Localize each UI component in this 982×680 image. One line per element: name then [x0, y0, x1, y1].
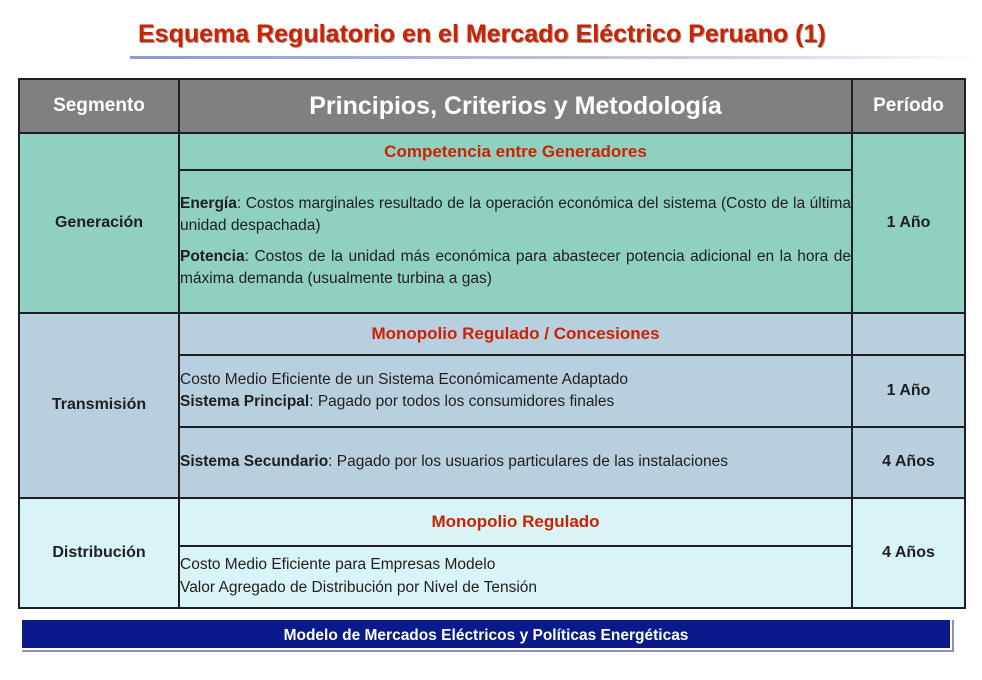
principal-text: : Pagado por todos los consumidores finales — [309, 393, 615, 411]
secundario-paragraph — [180, 451, 851, 473]
title-underline — [130, 56, 982, 59]
period-transmision-secundario: 4 Años — [852, 427, 965, 497]
description-generacion — [179, 170, 852, 313]
header-principios: Principios, Criterios y Metodología — [179, 79, 852, 133]
distribucion-line1: Costo Medio Eficiente para Empresas Modelo — [180, 556, 496, 574]
potencia-text: : Costos de la unidad más económica para abastecer potencia adicional en la hora de máxima demanda (usualmente turbina a gas) — [180, 247, 851, 288]
period-distribucion: 4 Años — [852, 498, 965, 608]
period-generacion: 1 Año — [852, 133, 965, 313]
principal-label: Sistema Principal — [180, 393, 310, 411]
energia-text: : Costos marginales resultado de la operación económica del sistema (Costo de la última unidad despachada) — [180, 194, 851, 235]
footer-banner: Modelo de Mercados Eléctricos y Políticas Energéticas — [20, 618, 952, 650]
period-transmision-principal: 1 Año — [852, 355, 965, 427]
table-row — [19, 498, 965, 546]
principal-paragraph — [180, 391, 851, 413]
table-row — [19, 313, 965, 355]
potencia-label: Potencia — [180, 247, 245, 265]
period-transmision-empty — [852, 313, 965, 355]
table-row — [19, 133, 965, 170]
energia-paragraph — [180, 193, 851, 238]
energia-label: Energía — [180, 194, 237, 212]
distribucion-line2: Valor Agregado de Distribución por Nivel de Tensión — [180, 578, 537, 596]
header-periodo: Período — [852, 79, 965, 133]
segment-distribucion: Distribución — [19, 498, 179, 608]
subtitle-generacion: Competencia entre Generadores — [179, 133, 852, 170]
segment-transmision: Transmisión — [19, 313, 179, 498]
transmision-line1: Costo Medio Eficiente de un Sistema Económicamente Adaptado — [180, 370, 629, 388]
subtitle-distribucion: Monopolio Regulado — [179, 498, 852, 546]
header-row — [19, 79, 965, 133]
regulatory-table — [18, 78, 966, 609]
description-transmision-principal — [179, 355, 852, 427]
description-distribucion — [179, 546, 852, 608]
subtitle-transmision: Monopolio Regulado / Concesiones — [179, 313, 852, 355]
description-transmision-secundario — [179, 427, 852, 497]
segment-generacion: Generación — [19, 133, 179, 313]
secundario-text: : Pagado por los usuarios particulares de las instalaciones — [328, 453, 728, 471]
secundario-label: Sistema Secundario — [180, 453, 329, 471]
potencia-paragraph — [180, 246, 851, 291]
header-segmento: Segmento — [19, 79, 179, 133]
page-title: Esquema Regulatorio en el Mercado Eléctrico Peruano (1) — [138, 20, 826, 48]
